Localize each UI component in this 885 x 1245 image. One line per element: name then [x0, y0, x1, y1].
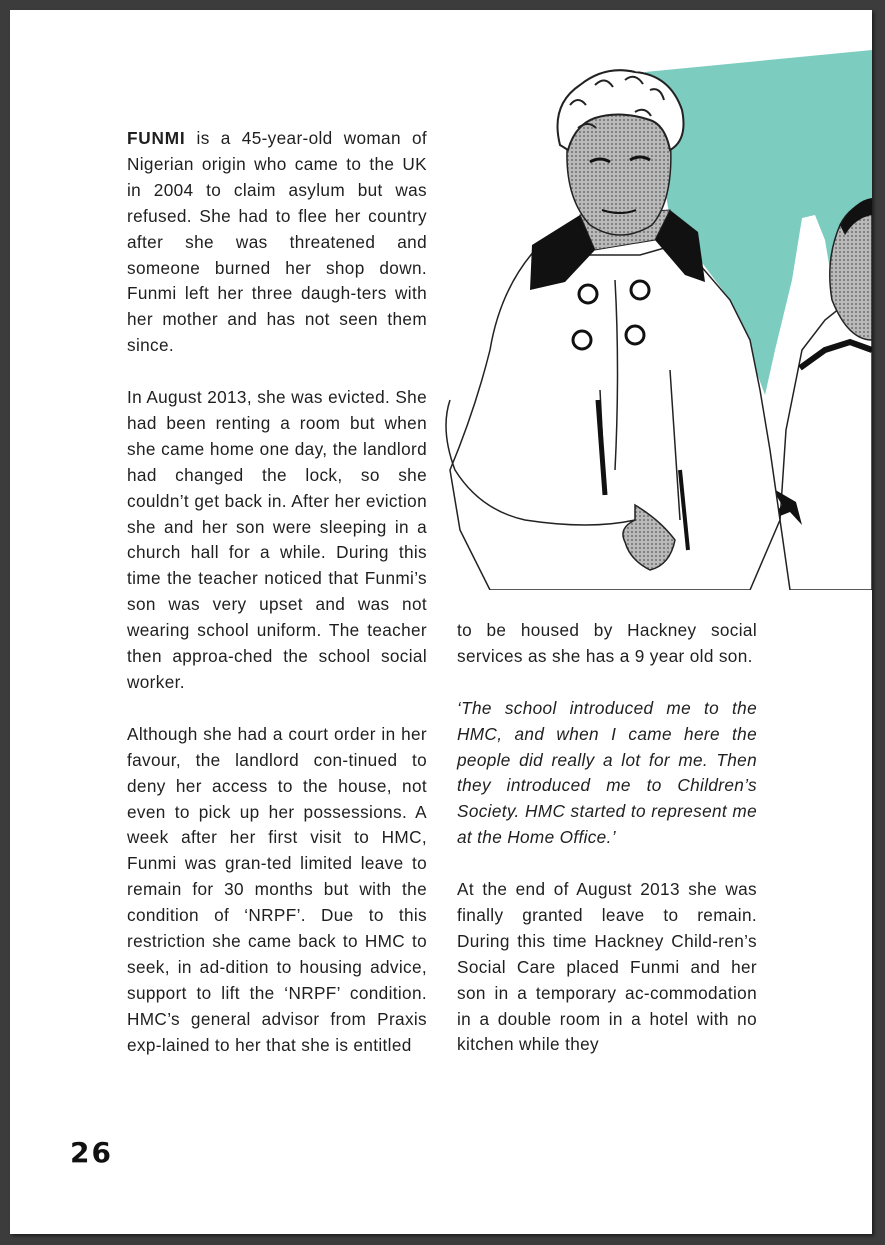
paragraph-housing: to be housed by Hackney social services as she has a 9 year old son. — [457, 620, 757, 666]
illustration-two-women-icon — [430, 50, 872, 590]
paragraph-intro — [127, 126, 427, 359]
paragraph-eviction: In August 2013, she was evicted. She had been renting a room but when she came home one day, the landlord had changed the lock, so she couldn’t get back in. After her eviction she and her son were sleeping in a church hall for a while. During this time the teacher noticed that Funmi’s son was very upset and was not wearing school uniform. The teacher then approa-ched the school social worker. — [127, 387, 427, 693]
right-column — [457, 618, 757, 1058]
document-page — [10, 10, 872, 1234]
intro-text: is a 45-year-old woman of Nigerian origin who came to the UK in 2004 to claim asylum but was refused. She had to flee her country after she was threatened and someone burned her shop down. Funmi left her three daugh-ters with her mother and has not seen them since. — [127, 128, 427, 356]
paragraph-leave-granted: At the end of August 2013 she was finally granted leave to remain. During this time Hackney Child-ren’s Social Care placed Funmi and her son in a temporary ac-commodation in a double room in a hotel with no kitchen while they — [457, 879, 757, 1055]
name-lead: FUNMI — [127, 128, 186, 148]
paragraph-court-order: Although she had a court order in her favour, the landlord con-tinued to deny her access to the house, not even to pick up her possessions. A week after her first visit to HMC, Funmi was gran-ted limited leave to remain for 30 months but with the condition of ‘NRPF’. Due to this restriction she came back to HMC to seek, in ad-dition to housing advice, support to lift the ‘NRPF’ condition. HMC’s general advisor from Praxis exp-lained to her that she is entitled — [127, 723, 427, 1055]
left-column — [127, 126, 427, 1059]
quote-funmi: ‘The school introduced me to the HMC, and when I came here the people did really a lot for me. Then they introduced me to Children’s Society. HMC started to represent me at the Home Office.’ — [457, 697, 757, 848]
page-number: 26 — [70, 1136, 113, 1169]
